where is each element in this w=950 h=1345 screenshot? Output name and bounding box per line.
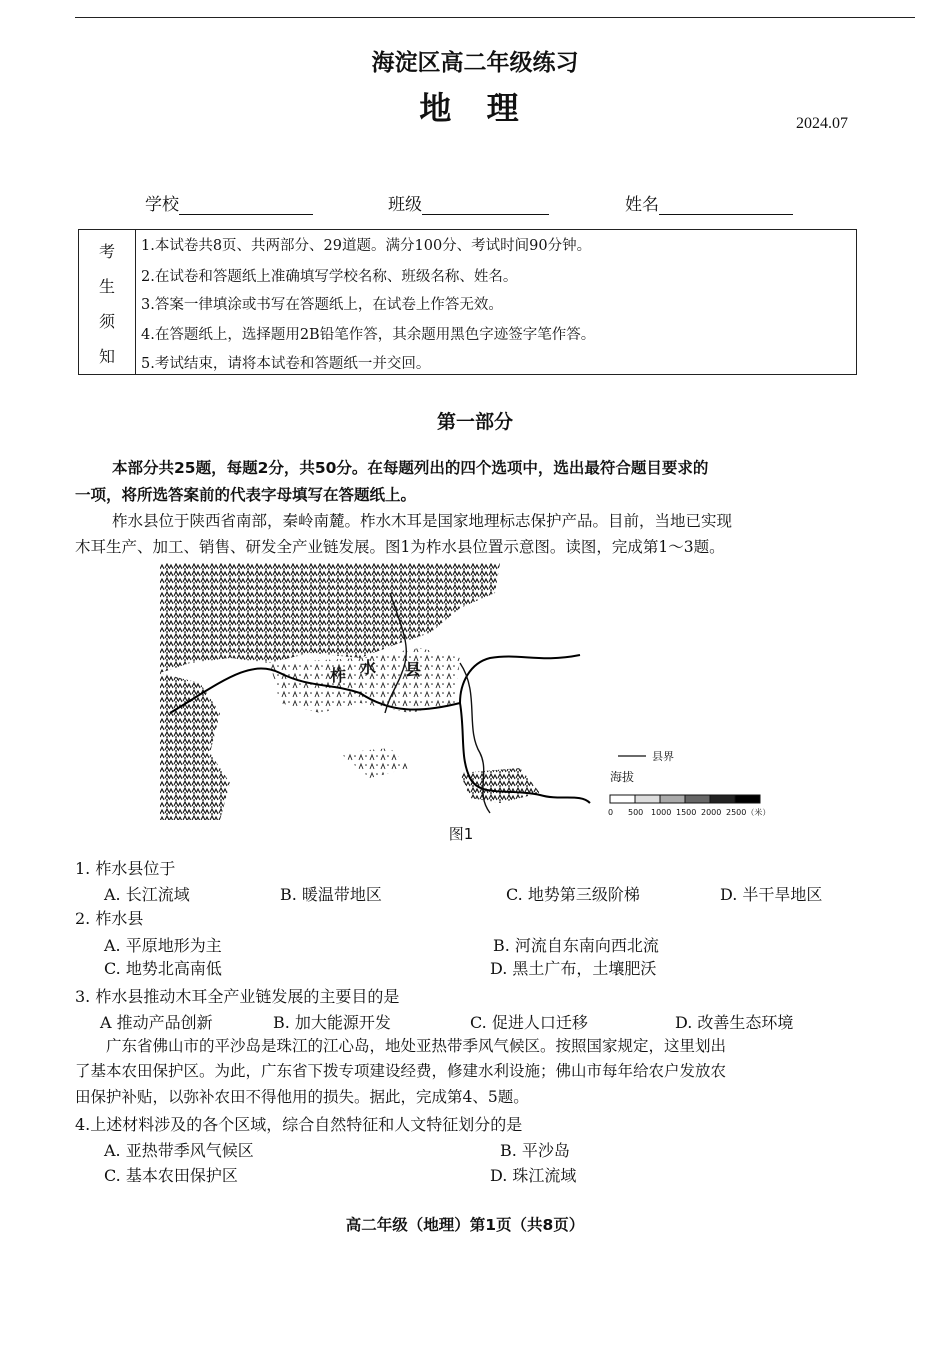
notice-side-label: [79, 230, 136, 374]
option-3b[interactable]: B. 加大能源开发: [273, 1013, 391, 1032]
school-blank[interactable]: [179, 196, 313, 215]
notice-rule: 1.本试卷共8页、共两部分、29道题。满分100分、考试时间90分钟。: [141, 238, 592, 254]
exam-notice-box: [78, 229, 857, 375]
notice-side-char: 考: [98, 242, 115, 261]
option-4c[interactable]: C. 基本农田保护区: [104, 1166, 238, 1185]
notice-rule: 5.考试结束，请将本试卷和答题纸一并交回。: [141, 356, 431, 372]
legend-boundary-label: 县界: [652, 750, 674, 763]
part-instruction-line: 一项，将所选答案前的代表字母填写在答题纸上。: [75, 486, 417, 504]
exam-title: 海淀区高二年级练习: [371, 50, 579, 76]
option-2c[interactable]: C. 地势北高南低: [104, 959, 222, 978]
question-stem: 2. 柞水县: [75, 909, 144, 928]
map-county-char: 县: [405, 660, 422, 679]
name-blank[interactable]: [659, 196, 793, 215]
name-label: 姓名: [625, 195, 659, 215]
name-field[interactable]: [625, 190, 793, 215]
option-4b[interactable]: B. 平沙岛: [500, 1141, 570, 1160]
notice-rule: 4.在答题纸上，选择题用2B铅笔作答，其余题用黑色字迹签字笔作答。: [141, 327, 596, 343]
legend-elevation-label: 海拔: [610, 770, 635, 784]
scale-tick: 500: [628, 808, 644, 817]
notice-side-char: 须: [98, 312, 115, 331]
question-stem: 3. 柞水县推动木耳全产业链发展的主要目的是: [75, 987, 400, 1006]
option-3d[interactable]: D. 改善生态环境: [675, 1013, 794, 1032]
notice-side-char: 生: [98, 277, 115, 296]
option-2d[interactable]: D. 黑土广布，土壤肥沃: [490, 959, 657, 978]
part-instruction-line: 本部分共25题，每题2分，共50分。在每题列出的四个选项中，选出最符合题目要求的: [112, 459, 709, 477]
notice-rule: 3.答案一律填涂或书写在答题纸上，在试卷上作答无效。: [141, 297, 503, 313]
passage-line: 木耳生产、加工、销售、研发全产业链发展。图1为柞水县位置示意图。读图，完成第1～3题。: [75, 538, 725, 556]
scale-tick: 1500: [676, 808, 697, 817]
option-4a[interactable]: A. 亚热带季风气候区: [104, 1141, 254, 1160]
map-county-char: 柞: [330, 666, 347, 685]
scale-tick: 0: [608, 808, 614, 817]
question-stem: 4.上述材料涉及的各个区域，综合自然特征和人文特征划分的是: [75, 1115, 523, 1134]
class-blank[interactable]: [422, 196, 549, 215]
passage-line: 广东省佛山市的平沙岛是珠江的江心岛，地处亚热带季风气候区。按照国家规定，这里划出: [106, 1037, 727, 1055]
option-2a[interactable]: A. 平原地形为主: [104, 936, 222, 955]
elevation-scale-bar: [610, 795, 760, 803]
subject-title: 地 理: [419, 89, 531, 127]
option-1a[interactable]: A. 长江流域: [104, 885, 190, 904]
notice-side-char: 知: [98, 347, 115, 366]
passage-line: 了基本农田保护区。为此，广东省下拨专项建设经费，修建水利设施；佛山市每年给农户发放农: [75, 1062, 727, 1080]
option-3a[interactable]: A 推动产品创新: [100, 1013, 213, 1032]
option-1b[interactable]: B. 暖温带地区: [280, 885, 382, 904]
passage-line: 柞水县位于陕西省南部，秦岭南麓。柞水木耳是国家地理标志保护产品。目前，当地已实现: [112, 512, 733, 530]
map-county-char: 水: [360, 658, 377, 677]
option-1d[interactable]: D. 半干旱地区: [720, 885, 823, 904]
class-field[interactable]: [388, 190, 549, 215]
option-3c[interactable]: C. 促进人口迁移: [470, 1013, 588, 1032]
notice-rule: 2.在试卷和答题纸上准确填写学校名称、班级名称、姓名。: [141, 269, 518, 285]
option-2b[interactable]: B. 河流自东南向西北流: [493, 936, 659, 955]
part-title: 第一部分: [436, 411, 513, 433]
passage-line: 田保护补贴，以弥补农田不得他用的损失。据此，完成第4、5题。: [75, 1088, 529, 1106]
exam-date: 2024.07: [796, 115, 848, 132]
class-label: 班级: [388, 195, 422, 215]
option-1c[interactable]: C. 地势第三级阶梯: [506, 885, 640, 904]
scale-tick: 2000: [701, 808, 722, 817]
school-label: 学校: [145, 195, 179, 215]
question-stem: 1. 柞水县位于: [75, 859, 176, 878]
figure-caption: 图1: [448, 825, 474, 843]
scale-tick: 1000: [651, 808, 672, 817]
page-footer: 高二年级（地理）第1页（共8页）: [345, 1216, 585, 1234]
option-4d[interactable]: D. 珠江流域: [490, 1166, 577, 1185]
top-rule: [75, 17, 915, 18]
scale-tick: 2500（米）: [726, 808, 771, 817]
school-field[interactable]: [145, 190, 313, 215]
zhashui-county-map: [160, 563, 778, 820]
